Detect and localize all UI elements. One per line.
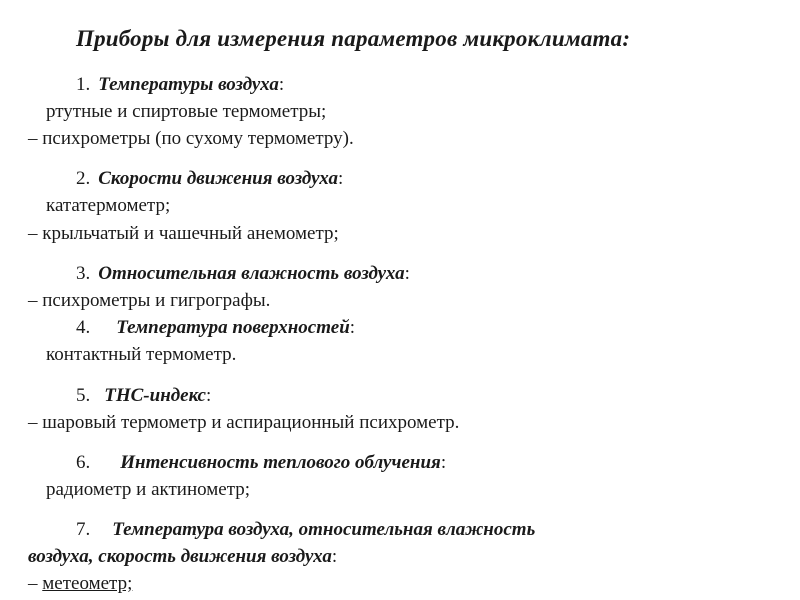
section-2-item-1: кататермометр;	[46, 195, 171, 216]
section-3-heading	[76, 262, 410, 286]
page-title: Приборы для измерения параметров микроклимата:	[76, 26, 631, 51]
section-7-dash: –	[28, 573, 43, 594]
section-5-colon: :	[205, 385, 212, 406]
section-1-item-1: ртутные и спиртовые термометры;	[46, 101, 327, 122]
section-5-number: 5.	[76, 385, 91, 406]
section-6-colon: :	[440, 452, 447, 473]
section-7-heading-continuation	[28, 545, 337, 569]
section-1-colon: :	[278, 74, 285, 95]
section-4-number: 4.	[76, 317, 91, 338]
section-7-item-1	[28, 572, 132, 596]
section-2-item-2: – крыльчатый и чашечный анемометр;	[28, 223, 339, 244]
section-1-number: 1.	[76, 74, 91, 95]
section-2-heading	[76, 167, 343, 191]
section-5-item-1: – шаровый термометр и аспирационный психрометр.	[28, 412, 460, 433]
section-7-label-line-2: воздуха, скорость движения воздуха	[28, 546, 332, 567]
section-7-colon: :	[331, 546, 338, 567]
section-5-heading	[76, 384, 211, 408]
section-1-label: Температуры воздуха	[98, 74, 279, 95]
section-4-label: Температура поверхностей	[116, 317, 350, 338]
section-3-colon: :	[404, 263, 410, 284]
section-1-item-2: – психрометры (по сухому термометру).	[28, 128, 354, 149]
section-7-item-text: метеометр;	[42, 573, 133, 594]
section-6-label: Интенсивность теплового облучения	[120, 452, 441, 473]
section-4-item-1: контактный термометр.	[46, 344, 237, 365]
section-4-heading	[76, 316, 355, 340]
section-7-number: 7.	[76, 519, 91, 540]
section-5-label: ТНС-индекс	[104, 385, 206, 406]
section-6-item-1: радиометр и актинометр;	[46, 479, 251, 500]
section-1-heading	[76, 73, 284, 97]
section-6-heading	[76, 451, 446, 475]
section-2-colon: :	[338, 168, 344, 189]
section-7-label-line-1: Температура воздуха, относительная влажность	[112, 519, 536, 540]
section-4-colon: :	[349, 317, 356, 338]
section-6-number: 6.	[76, 452, 91, 473]
section-7-heading	[76, 518, 535, 542]
section-3-number: 3.	[76, 263, 91, 284]
section-2-number: 2.	[76, 168, 91, 189]
section-3-label: Относительная влажность воздуха	[98, 263, 405, 284]
section-2-label: Скорости движения воздуха	[98, 168, 339, 189]
section-3-item-1: – психрометры и гигрографы.	[28, 290, 271, 311]
